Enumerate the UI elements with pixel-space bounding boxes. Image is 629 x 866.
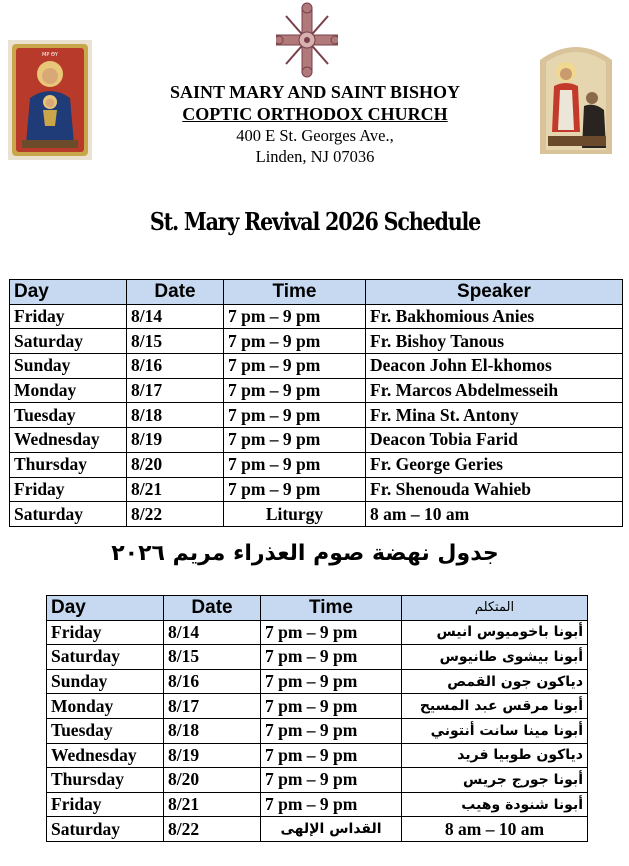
cell-time: القداس الإلهى [261, 817, 402, 842]
cell-day: Saturday [47, 817, 164, 842]
table-row [10, 304, 623, 329]
cell-day: Friday [10, 477, 127, 502]
cell-day: Friday [10, 304, 127, 329]
cell-date: 8/22 [127, 502, 224, 527]
cell-date: 8/15 [164, 645, 261, 670]
cell-day: Friday [47, 620, 164, 645]
table-row [47, 817, 588, 842]
cell-speaker: Fr. George Geries [366, 452, 623, 477]
cell-date: 8/19 [164, 743, 261, 768]
cell-date: 8/18 [164, 718, 261, 743]
cell-date: 8/20 [164, 768, 261, 793]
cell-time: 7 pm – 9 pm [261, 694, 402, 719]
cell-date: 8/19 [127, 428, 224, 453]
header-date: Date [127, 280, 224, 305]
table-row [10, 403, 623, 428]
header-date: Date [164, 596, 261, 621]
cell-speaker: Fr. Bishoy Tanous [366, 329, 623, 354]
table-row [47, 792, 588, 817]
cell-speaker: أبونا بيشوى طانيوس [402, 645, 588, 670]
cell-day: Wednesday [10, 428, 127, 453]
table-row [10, 378, 623, 403]
cell-time: 7 pm – 9 pm [261, 620, 402, 645]
cell-speaker: Deacon Tobia Farid [366, 428, 623, 453]
table-row [10, 477, 623, 502]
church-name-line2: COPTIC ORTHODOX CHURCH [182, 104, 448, 124]
cell-day: Saturday [10, 502, 127, 527]
cell-date: 8/17 [127, 378, 224, 403]
cell-time: 7 pm – 9 pm [224, 304, 366, 329]
cell-time: 7 pm – 9 pm [224, 378, 366, 403]
english-schedule-title: St. Mary Revival 2026 Schedule [149, 207, 481, 236]
cell-time: 7 pm – 9 pm [261, 669, 402, 694]
cell-day: Tuesday [47, 718, 164, 743]
english-schedule-table [9, 279, 623, 527]
cell-speaker: دياكون جون القمص [402, 669, 588, 694]
cell-speaker: Fr. Bakhomious Anies [366, 304, 623, 329]
cell-time: 7 pm – 9 pm [224, 329, 366, 354]
cell-date: 8/14 [164, 620, 261, 645]
cell-speaker: أبونا جورج جريس [402, 768, 588, 793]
address-line1: 400 E St. Georges Ave., [236, 126, 394, 145]
cell-day: Sunday [47, 669, 164, 694]
cell-speaker: Fr. Marcos Abdelmesseih [366, 378, 623, 403]
cell-speaker: 8 am – 10 am [366, 502, 623, 527]
cell-date: 8/16 [164, 669, 261, 694]
table-row [10, 354, 623, 379]
cell-speaker: Fr. Mina St. Antony [366, 403, 623, 428]
cell-day: Saturday [47, 645, 164, 670]
table-row [47, 620, 588, 645]
table-row [10, 502, 623, 527]
table-row [47, 743, 588, 768]
cell-day: Friday [47, 792, 164, 817]
cell-speaker: أبونا باخوميوس انيس [402, 620, 588, 645]
cell-day: Thursday [10, 452, 127, 477]
table-row [10, 329, 623, 354]
cell-speaker: Deacon John El-khomos [366, 354, 623, 379]
cell-day: Tuesday [10, 403, 127, 428]
cell-date: 8/21 [164, 792, 261, 817]
cell-speaker: أبونا مينا سانت أنتوني [402, 718, 588, 743]
table-row [10, 428, 623, 453]
cell-time: 7 pm – 9 pm [224, 428, 366, 453]
cell-date: 8/22 [164, 817, 261, 842]
cell-speaker: 8 am – 10 am [402, 817, 588, 842]
saint-mary-icon [8, 40, 92, 160]
cell-date: 8/16 [127, 354, 224, 379]
cell-time: Liturgy [224, 502, 366, 527]
arabic-table-header [47, 596, 588, 621]
table-row [47, 768, 588, 793]
table-row [47, 694, 588, 719]
header-speaker: المتكلم [402, 596, 588, 621]
church-name-line1: SAINT MARY AND SAINT BISHOY [169, 82, 461, 102]
table-row [47, 669, 588, 694]
header-time: Time [261, 596, 402, 621]
arabic-schedule-title: جدول نهضة صوم العذراء مريم ٢٠٢٦ [111, 541, 499, 566]
cell-time: 7 pm – 9 pm [261, 718, 402, 743]
coptic-cross-icon [276, 2, 338, 78]
cell-time: 7 pm – 9 pm [261, 645, 402, 670]
header-day: Day [47, 596, 164, 621]
cell-time: 7 pm – 9 pm [224, 403, 366, 428]
cell-day: Monday [47, 694, 164, 719]
english-table-header [10, 280, 623, 305]
cell-day: Monday [10, 378, 127, 403]
cell-speaker: أبونا مرقس عبد المسيح [402, 694, 588, 719]
header-day: Day [10, 280, 127, 305]
address-line2: Linden, NJ 07036 [255, 147, 375, 166]
cell-date: 8/14 [127, 304, 224, 329]
svg-text:ΜΡ ΘΥ: ΜΡ ΘΥ [42, 52, 58, 58]
table-row [47, 718, 588, 743]
header-speaker: Speaker [366, 280, 623, 305]
cell-time: 7 pm – 9 pm [261, 743, 402, 768]
cell-date: 8/18 [127, 403, 224, 428]
table-row [47, 645, 588, 670]
cell-time: 7 pm – 9 pm [261, 768, 402, 793]
cell-date: 8/15 [127, 329, 224, 354]
saint-bishoy-icon [540, 40, 612, 154]
arabic-schedule-table [46, 595, 588, 842]
cell-time: 7 pm – 9 pm [224, 452, 366, 477]
cell-time: 7 pm – 9 pm [224, 354, 366, 379]
cell-time: 7 pm – 9 pm [261, 792, 402, 817]
header-time: Time [224, 280, 366, 305]
cell-date: 8/20 [127, 452, 224, 477]
table-row [10, 452, 623, 477]
cell-speaker: دياكون طوبيا فريد [402, 743, 588, 768]
cell-day: Thursday [47, 768, 164, 793]
cell-day: Saturday [10, 329, 127, 354]
cell-day: Sunday [10, 354, 127, 379]
cell-speaker: Fr. Shenouda Wahieb [366, 477, 623, 502]
cell-speaker: أبونا شنودة وهيب [402, 792, 588, 817]
cell-date: 8/21 [127, 477, 224, 502]
cell-day: Wednesday [47, 743, 164, 768]
cell-date: 8/17 [164, 694, 261, 719]
cell-time: 7 pm – 9 pm [224, 477, 366, 502]
